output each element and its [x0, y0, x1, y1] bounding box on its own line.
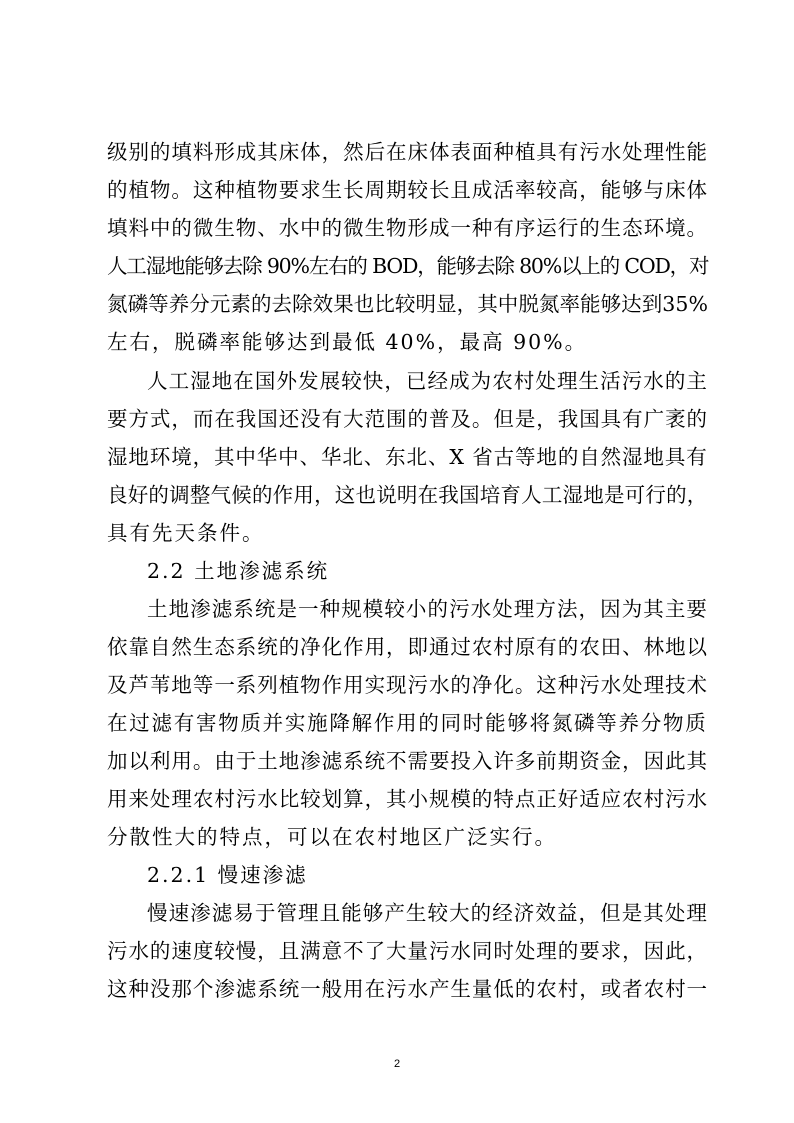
- text-line: 人工湿地能够去除 90%左右的 BOD，能够去除 80%以上的 COD，对: [107, 254, 709, 278]
- text-line: 在过滤有害物质并实施降解作用的同时能够将氮磷等养分物质: [107, 711, 708, 735]
- text-line: 及芦苇地等一系列植物作用实现污水的净化。这种污水处理技术: [107, 673, 708, 697]
- section-heading-2-2-1: 2.2.1 慢速渗滤: [147, 863, 308, 887]
- text-line: 分散性大的特点，可以在农村地区广泛实行。: [107, 825, 557, 849]
- text-line: 土地渗滤系统是一种规模较小的污水处理方法，因为其主要: [147, 597, 708, 621]
- text-line: 填料中的微生物、水中的微生物形成一种有序运行的生态环境。: [107, 216, 708, 240]
- text-line: 依靠自然生态系统的净化作用，即通过农村原有的农田、林地以: [107, 635, 708, 659]
- text-line: 污水的速度较慢，且满意不了大量污水同时处理的要求，因此，: [107, 939, 708, 963]
- text-line: 用来处理农村污水比较划算，其小规模的特点正好适应农村污水: [107, 787, 708, 811]
- text-line: 慢速渗滤易于管理且能够产生较大的经济效益，但是其处理: [147, 901, 708, 925]
- text-line: 要方式，而在我国还没有大范围的普及。但是，我国具有广袤的: [107, 407, 708, 431]
- text-line: 良好的调整气候的作用，这也说明在我国培育人工湿地是可行的，: [107, 483, 708, 507]
- text-line: 级别的填料形成其床体，然后在床体表面种植具有污水处理性能: [107, 140, 708, 164]
- text-line: 人工湿地在国外发展较快，已经成为农村处理生活污水的主: [147, 369, 708, 393]
- page-number: 2: [393, 1058, 401, 1070]
- text-line: 湿地环境，其中华中、华北、东北、X 省古等地的自然湿地具有: [107, 445, 708, 469]
- text-line: 的植物。这种植物要求生长周期较长且成活率较高，能够与床体: [107, 178, 708, 202]
- text-line: 具有先天条件。: [107, 521, 265, 545]
- text-line: 左右，脱磷率能够达到最低 40%，最高 90%。: [107, 330, 588, 354]
- section-heading-2-2: 2.2 土地渗滤系统: [147, 559, 330, 583]
- text-line: 氮磷等养分元素的去除效果也比较明显，其中脱氮率能够达到35%: [107, 292, 709, 316]
- text-line: 加以利用。由于土地渗滤系统不需要投入许多前期资金，因此其: [107, 749, 708, 773]
- text-line: 这种没那个渗滤系统一般用在污水产生量低的农村，或者农村一: [107, 977, 708, 1001]
